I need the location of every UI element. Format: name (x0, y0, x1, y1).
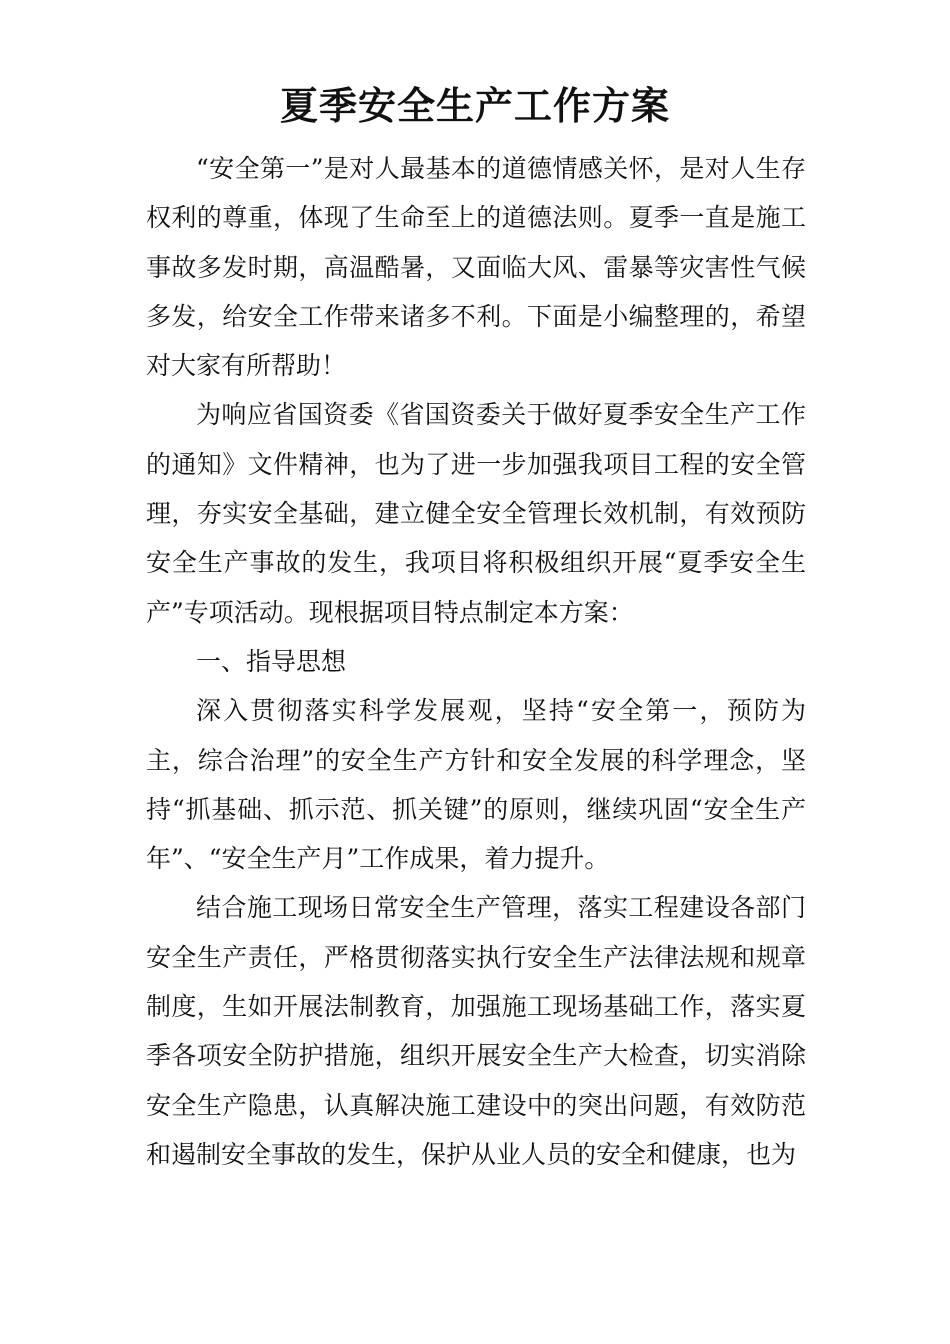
paragraph-intro: “安全第一”是对人最基本的道德情感关怀，是对人生存权利的尊重，体现了生命至上的道德法则。夏季一直是施工事故多发时期，高温酷暑，又面临大风、雷暴等灾害性气候多发，给安全工作带来诸多不利。下面是小编整理的，希望对大家有所帮助！ (146, 154, 806, 381)
document-title: 夏季安全生产工作方案 (279, 83, 670, 128)
section-heading-guiding-ideology: 一、指导思想 (196, 646, 347, 676)
paragraph-guiding-ideology: 深入贯彻落实科学发展观，坚持“安全第一，预防为主，综合治理”的安全生产方针和安全发展的科学理念，坚持“抓基础、抓示范、抓关键”的原则，继续巩固“安全生产年”、“安全生产月”工作成果，着力提升。 (146, 696, 806, 874)
paragraph-purpose: 为响应省国资委《省国资委关于做好夏季安全生产工作的通知》文件精神，也为了进一步加强我项目工程的安全管理，夯实安全基础，建立健全安全管理长效机制，有效预防安全生产事故的发生，我项目将积极组织开展“夏季安全生产”专项活动。现根据项目特点制定本方案： (146, 400, 806, 627)
document-body (146, 144, 806, 1179)
paragraph-implementation: 结合施工现场日常安全生产管理，落实工程建设各部门安全生产责任，严格贯彻落实执行安全生产法律法规和规章制度，生如开展法制教育，加强施工现场基础工作，落实夏季各项安全防护措施，组织开展安全生产大检查，切实消除安全生产隐患，认真解决施工建设中的突出问题，有效防范和遏制安全事故的发生，保护从业人员的安全和健康，也为 (146, 893, 806, 1169)
